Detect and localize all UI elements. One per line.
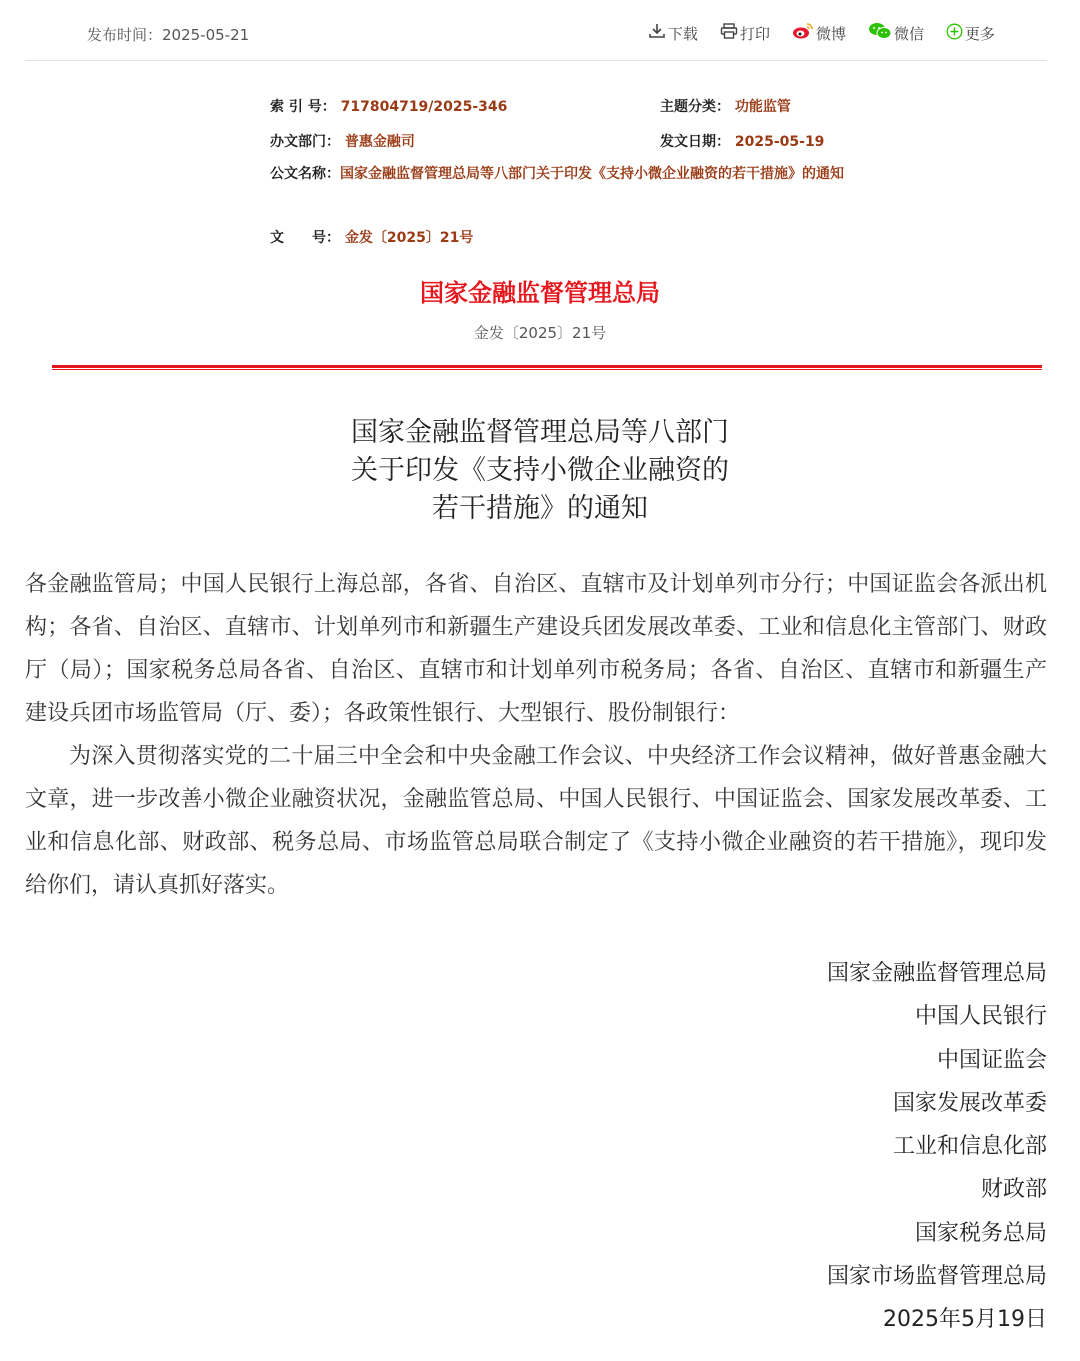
download-button[interactable] xyxy=(648,23,698,44)
printer-icon xyxy=(720,23,740,43)
meta-dept-row xyxy=(270,131,415,151)
meta-docnum-row xyxy=(270,227,473,247)
signature-line: 财政部 xyxy=(980,1177,1047,1203)
signature-line: 工业和信息化部 xyxy=(892,1134,1047,1160)
weibo-icon xyxy=(792,22,816,44)
title-line: 国家金融监督管理总局等八部门 xyxy=(351,417,729,448)
signature-date: 2025年5月19日 xyxy=(883,1307,1047,1333)
meta-name-label: 公文名称： xyxy=(270,166,340,182)
meta-name-row xyxy=(270,160,860,188)
meta-index-row xyxy=(270,96,507,116)
meta-dept-label: 办文部门： xyxy=(270,134,340,150)
wechat-icon xyxy=(868,22,894,44)
wechat-share-button[interactable] xyxy=(868,22,924,44)
title-line: 若干措施》的通知 xyxy=(432,493,648,524)
meta-date-label: 发文日期： xyxy=(660,134,730,150)
document-title xyxy=(0,414,1080,528)
red-divider-thin xyxy=(52,369,1042,370)
print-label: 打印 xyxy=(739,24,770,43)
document-body xyxy=(25,563,1047,907)
meta-dept-value: 普惠金融司 xyxy=(344,134,415,150)
signature-line: 中国证监会 xyxy=(936,1047,1047,1073)
signature-block xyxy=(827,952,1047,1342)
weibo-label: 微博 xyxy=(815,24,846,43)
meta-docnum-label: 文 号： xyxy=(270,230,340,246)
signature-line: 国家金融监督管理总局 xyxy=(826,961,1047,986)
meta-topic-value: 功能监管 xyxy=(734,99,791,115)
meta-index-label: 索 引 号： xyxy=(270,99,336,115)
meta-topic-label: 主题分类： xyxy=(660,99,730,115)
addressees-paragraph: 各金融监管局；中国人民银行上海总部，各省、自治区、直辖市及计划单列市分行；中国证监会各派出机构；各省、自治区、直辖市、计划单列市和新疆生产建设兵团发展改革委、工业和信息化主管部门、财政厅（局）；国家税务总局各省、自治区、直辖市和计划单列市税务局；各省、自治区、直辖市和新疆生产建设兵团市场监管局（厅、委）；各政策性银行、大型银行、股份制银行： xyxy=(25,572,1047,726)
meta-topic-row xyxy=(660,96,791,116)
share-actions xyxy=(648,22,995,44)
publish-date: 发布时间：2025-05-21 xyxy=(87,26,250,44)
top-bar xyxy=(25,0,1047,61)
signature-line: 中国人民银行 xyxy=(914,1004,1047,1030)
issuing-org-title: 国家金融监督管理总局 xyxy=(420,279,660,307)
meta-docnum-value: 金发〔2025〕21号 xyxy=(344,230,474,246)
signature-line: 国家税务总局 xyxy=(914,1220,1047,1246)
download-label: 下载 xyxy=(667,24,698,43)
signature-line: 国家市场监督管理总局 xyxy=(826,1264,1047,1290)
signature-line: 国家发展改革委 xyxy=(892,1090,1047,1116)
weibo-share-button[interactable] xyxy=(792,22,846,44)
title-line: 关于印发《支持小微企业融资的 xyxy=(351,455,729,486)
print-button[interactable] xyxy=(720,23,770,44)
meta-date-value: 2025-05-19 xyxy=(734,134,825,150)
more-share-button[interactable] xyxy=(946,23,995,44)
meta-index-value: 717804719/2025-346 xyxy=(340,99,508,115)
meta-name-value: 国家金融监督管理总局等八部门关于印发《支持小微企业融资的若干措施》的通知 xyxy=(340,166,844,182)
red-divider xyxy=(52,365,1042,368)
wechat-label: 微信 xyxy=(893,24,924,43)
document-number: 金发〔2025〕21号 xyxy=(473,324,607,342)
download-icon xyxy=(648,23,668,43)
main-paragraph: 为深入贯彻落实党的二十届三中全会和中央金融工作会议、中央经济工作会议精神，做好普惠金融大文章，进一步改善小微企业融资状况，金融监管总局、中国人民银行、中国证监会、国家发展改革委、工业和信息化部、财政部、税务总局、市场监管总局联合制定了《支持小微企业融资的若干措施》，现印发给你们，请认真抓好落实。 xyxy=(25,744,1047,898)
plus-circle-icon xyxy=(946,23,965,44)
meta-date-row xyxy=(660,131,824,151)
more-label: 更多 xyxy=(964,24,995,43)
